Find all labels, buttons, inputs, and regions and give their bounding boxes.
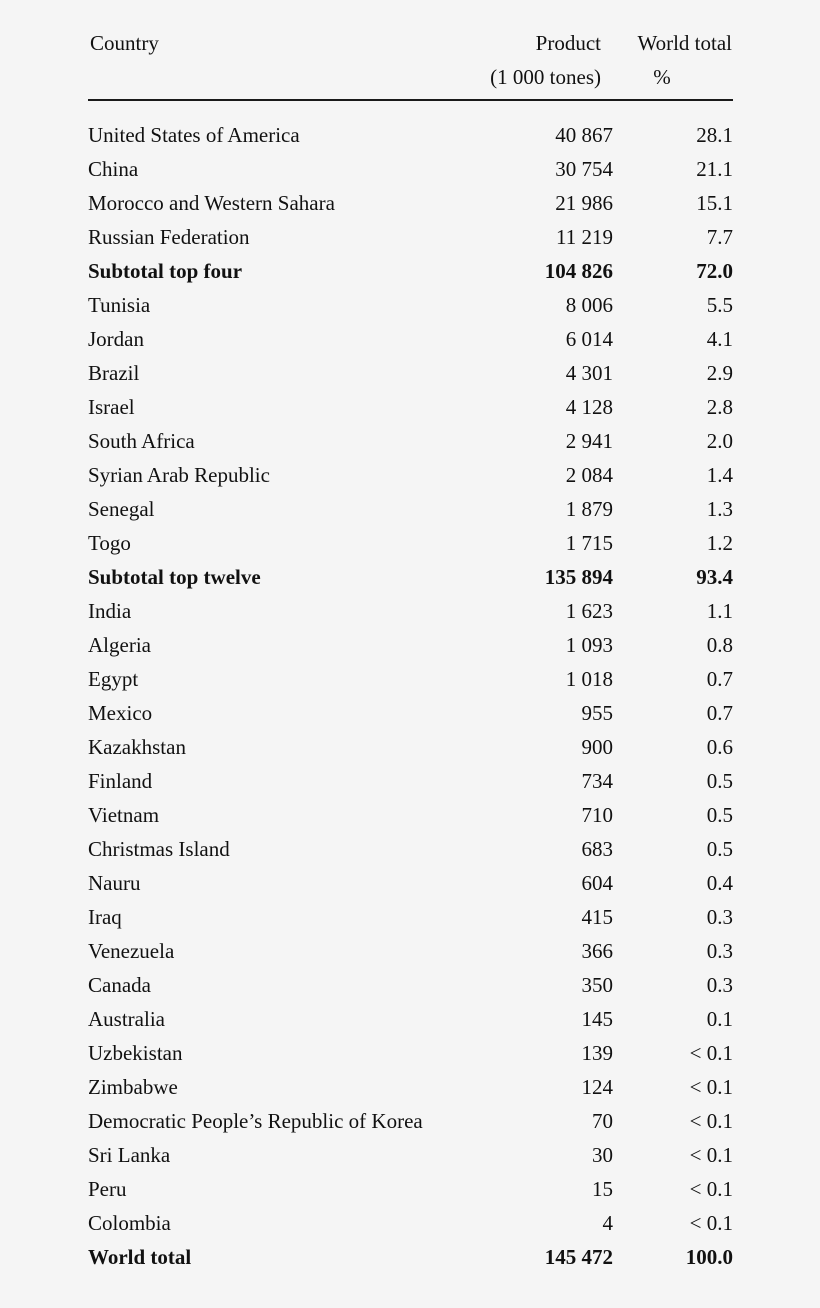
row-label-country: Vietnam bbox=[88, 803, 160, 827]
row-value-world-total: 0.4 bbox=[706, 871, 733, 895]
row-value-product: 124 bbox=[581, 1075, 613, 1099]
column-unit-world-total: % bbox=[653, 65, 671, 89]
row-label-country: Christmas Island bbox=[88, 837, 230, 861]
row-value-product: 415 bbox=[581, 905, 613, 929]
row-label-country: Jordan bbox=[88, 327, 144, 351]
row-value-product: 4 bbox=[602, 1211, 613, 1235]
table-header bbox=[88, 26, 733, 118]
row-value-product: 21 986 bbox=[555, 191, 613, 215]
row-value-world-total: 4.1 bbox=[706, 327, 733, 351]
row-value-world-total: 1.3 bbox=[706, 497, 733, 521]
header-row-primary bbox=[88, 26, 733, 60]
table-row bbox=[88, 628, 733, 662]
row-value-world-total: 0.7 bbox=[706, 667, 733, 691]
row-value-product: 4 301 bbox=[565, 361, 613, 385]
row-label-subtotal: Subtotal top four bbox=[88, 259, 243, 283]
row-label-country: Nauru bbox=[88, 871, 141, 895]
table-row bbox=[88, 1172, 733, 1206]
row-value-product: 104 826 bbox=[544, 259, 613, 283]
table-row bbox=[88, 900, 733, 934]
header-rule-cell bbox=[88, 94, 733, 105]
row-value-product: 1 715 bbox=[565, 531, 613, 555]
row-label-country: India bbox=[88, 599, 132, 623]
table-row bbox=[88, 186, 733, 220]
row-label-country: Brazil bbox=[88, 361, 140, 385]
row-value-product: 139 bbox=[581, 1041, 613, 1065]
row-label-country: Egypt bbox=[88, 667, 139, 691]
row-value-product: 1 879 bbox=[565, 497, 613, 521]
row-value-product: 1 093 bbox=[565, 633, 613, 657]
column-header-product: Product bbox=[535, 31, 601, 55]
row-value-product: 900 bbox=[581, 735, 613, 759]
row-label-country: Colombia bbox=[88, 1211, 171, 1235]
row-value-world-total: 21.1 bbox=[696, 157, 733, 181]
row-value-world-total: 0.3 bbox=[706, 905, 733, 929]
row-value-product: 710 bbox=[581, 803, 613, 827]
table-row bbox=[88, 764, 733, 798]
row-value-world-total: 0.7 bbox=[706, 701, 733, 725]
row-value-world-total: < 0.1 bbox=[689, 1075, 733, 1099]
row-label-subtotal: Subtotal top twelve bbox=[88, 565, 261, 589]
row-value-world-total: < 0.1 bbox=[689, 1177, 733, 1201]
row-value-product: 604 bbox=[581, 871, 613, 895]
table-row bbox=[88, 1240, 733, 1274]
row-value-world-total: 15.1 bbox=[696, 191, 733, 215]
table-row bbox=[88, 594, 733, 628]
production-table bbox=[88, 26, 733, 1274]
table-row bbox=[88, 1104, 733, 1138]
table-row bbox=[88, 288, 733, 322]
row-label-country: Mexico bbox=[88, 701, 153, 725]
header-spacer-cell bbox=[88, 105, 733, 118]
row-value-product: 2 941 bbox=[565, 429, 613, 453]
row-value-product: 734 bbox=[581, 769, 613, 793]
table-row bbox=[88, 492, 733, 526]
row-value-world-total: 0.1 bbox=[706, 1007, 733, 1031]
table-row bbox=[88, 730, 733, 764]
row-value-product: 350 bbox=[581, 973, 613, 997]
row-value-product: 135 894 bbox=[544, 565, 613, 589]
table-row bbox=[88, 1002, 733, 1036]
row-value-world-total: 1.4 bbox=[706, 463, 733, 487]
row-label-country: Peru bbox=[88, 1177, 127, 1201]
row-value-product: 8 006 bbox=[565, 293, 613, 317]
table-body bbox=[88, 118, 733, 1274]
row-label-country: Canada bbox=[88, 973, 151, 997]
column-unit-country-blank bbox=[88, 60, 473, 94]
table-row bbox=[88, 152, 733, 186]
row-value-world-total: < 0.1 bbox=[689, 1211, 733, 1235]
row-value-product: 6 014 bbox=[565, 327, 613, 351]
row-label-country: Uzbekistan bbox=[88, 1041, 183, 1065]
column-header-world-total: World total bbox=[637, 31, 732, 55]
row-value-world-total: 0.3 bbox=[706, 973, 733, 997]
table-row bbox=[88, 560, 733, 594]
table-row bbox=[88, 220, 733, 254]
row-value-world-total: < 0.1 bbox=[689, 1109, 733, 1133]
header-row-units bbox=[88, 60, 733, 94]
row-value-world-total: 2.0 bbox=[706, 429, 733, 453]
row-label-country: Australia bbox=[88, 1007, 165, 1031]
row-value-world-total: 0.5 bbox=[706, 803, 733, 827]
column-header-country: Country bbox=[90, 31, 159, 55]
row-value-world-total: 93.4 bbox=[696, 565, 733, 589]
row-value-product: 2 084 bbox=[565, 463, 613, 487]
table-row bbox=[88, 1036, 733, 1070]
table-row bbox=[88, 424, 733, 458]
table-row bbox=[88, 968, 733, 1002]
row-value-world-total: 1.2 bbox=[706, 531, 733, 555]
row-label-country: South Africa bbox=[88, 429, 195, 453]
header-rule-line bbox=[88, 99, 733, 101]
row-label-country: Kazakhstan bbox=[88, 735, 186, 759]
table-row bbox=[88, 934, 733, 968]
row-value-world-total: 100.0 bbox=[685, 1245, 733, 1269]
row-value-product: 145 472 bbox=[544, 1245, 613, 1269]
table-row bbox=[88, 1070, 733, 1104]
row-value-world-total: 0.5 bbox=[706, 837, 733, 861]
row-label-country: Morocco and Western Sahara bbox=[88, 191, 335, 215]
row-label-country: Iraq bbox=[88, 905, 122, 929]
row-value-world-total: 7.7 bbox=[706, 225, 733, 249]
row-value-product: 145 bbox=[581, 1007, 613, 1031]
row-value-product: 30 754 bbox=[555, 157, 613, 181]
row-value-world-total: 2.9 bbox=[706, 361, 733, 385]
row-value-product: 30 bbox=[592, 1143, 613, 1167]
table-row bbox=[88, 390, 733, 424]
row-value-product: 366 bbox=[581, 939, 613, 963]
row-label-country: Togo bbox=[88, 531, 131, 555]
table-row bbox=[88, 254, 733, 288]
row-label-country: Senegal bbox=[88, 497, 155, 521]
table-row bbox=[88, 1206, 733, 1240]
row-value-product: 1 623 bbox=[565, 599, 613, 623]
header-rule-row bbox=[88, 94, 733, 105]
row-label-country: Venezuela bbox=[88, 939, 175, 963]
row-value-product: 70 bbox=[592, 1109, 613, 1133]
row-value-world-total: 0.5 bbox=[706, 769, 733, 793]
row-label-country: Tunisia bbox=[88, 293, 151, 317]
table-row bbox=[88, 798, 733, 832]
row-label-country: Zimbabwe bbox=[88, 1075, 178, 1099]
row-value-world-total: 0.6 bbox=[706, 735, 733, 759]
row-label-country: United States of America bbox=[88, 123, 300, 147]
row-value-world-total: 0.8 bbox=[706, 633, 733, 657]
row-value-product: 11 219 bbox=[556, 225, 613, 249]
row-value-product: 1 018 bbox=[565, 667, 613, 691]
row-label-country: Russian Federation bbox=[88, 225, 250, 249]
row-label-country: Algeria bbox=[88, 633, 151, 657]
row-value-product: 4 128 bbox=[565, 395, 613, 419]
row-value-product: 955 bbox=[581, 701, 613, 725]
table-row bbox=[88, 526, 733, 560]
table-row bbox=[88, 1138, 733, 1172]
table-row bbox=[88, 662, 733, 696]
row-value-world-total: 2.8 bbox=[706, 395, 733, 419]
row-value-world-total: 0.3 bbox=[706, 939, 733, 963]
row-value-world-total: 5.5 bbox=[706, 293, 733, 317]
table-row bbox=[88, 322, 733, 356]
table-row bbox=[88, 458, 733, 492]
row-label-country: Finland bbox=[88, 769, 153, 793]
row-label-country: Syrian Arab Republic bbox=[88, 463, 270, 487]
header-spacer-row bbox=[88, 105, 733, 118]
table-row bbox=[88, 866, 733, 900]
row-value-world-total: < 0.1 bbox=[689, 1143, 733, 1167]
row-value-world-total: 72.0 bbox=[696, 259, 733, 283]
table-row bbox=[88, 832, 733, 866]
row-label-country: Sri Lanka bbox=[88, 1143, 171, 1167]
row-label-country: China bbox=[88, 157, 139, 181]
row-label-country: Israel bbox=[88, 395, 135, 419]
table-row bbox=[88, 118, 733, 152]
row-value-world-total: 28.1 bbox=[696, 123, 733, 147]
row-value-product: 40 867 bbox=[555, 123, 613, 147]
row-value-world-total: < 0.1 bbox=[689, 1041, 733, 1065]
row-label-subtotal: World total bbox=[88, 1245, 192, 1269]
table-row bbox=[88, 696, 733, 730]
row-value-product: 15 bbox=[592, 1177, 613, 1201]
row-value-world-total: 1.1 bbox=[706, 599, 733, 623]
table-row bbox=[88, 356, 733, 390]
row-value-product: 683 bbox=[581, 837, 613, 861]
column-unit-product: (1 000 tones) bbox=[490, 65, 601, 89]
row-label-country: Democratic People’s Republic of Korea bbox=[88, 1109, 423, 1133]
